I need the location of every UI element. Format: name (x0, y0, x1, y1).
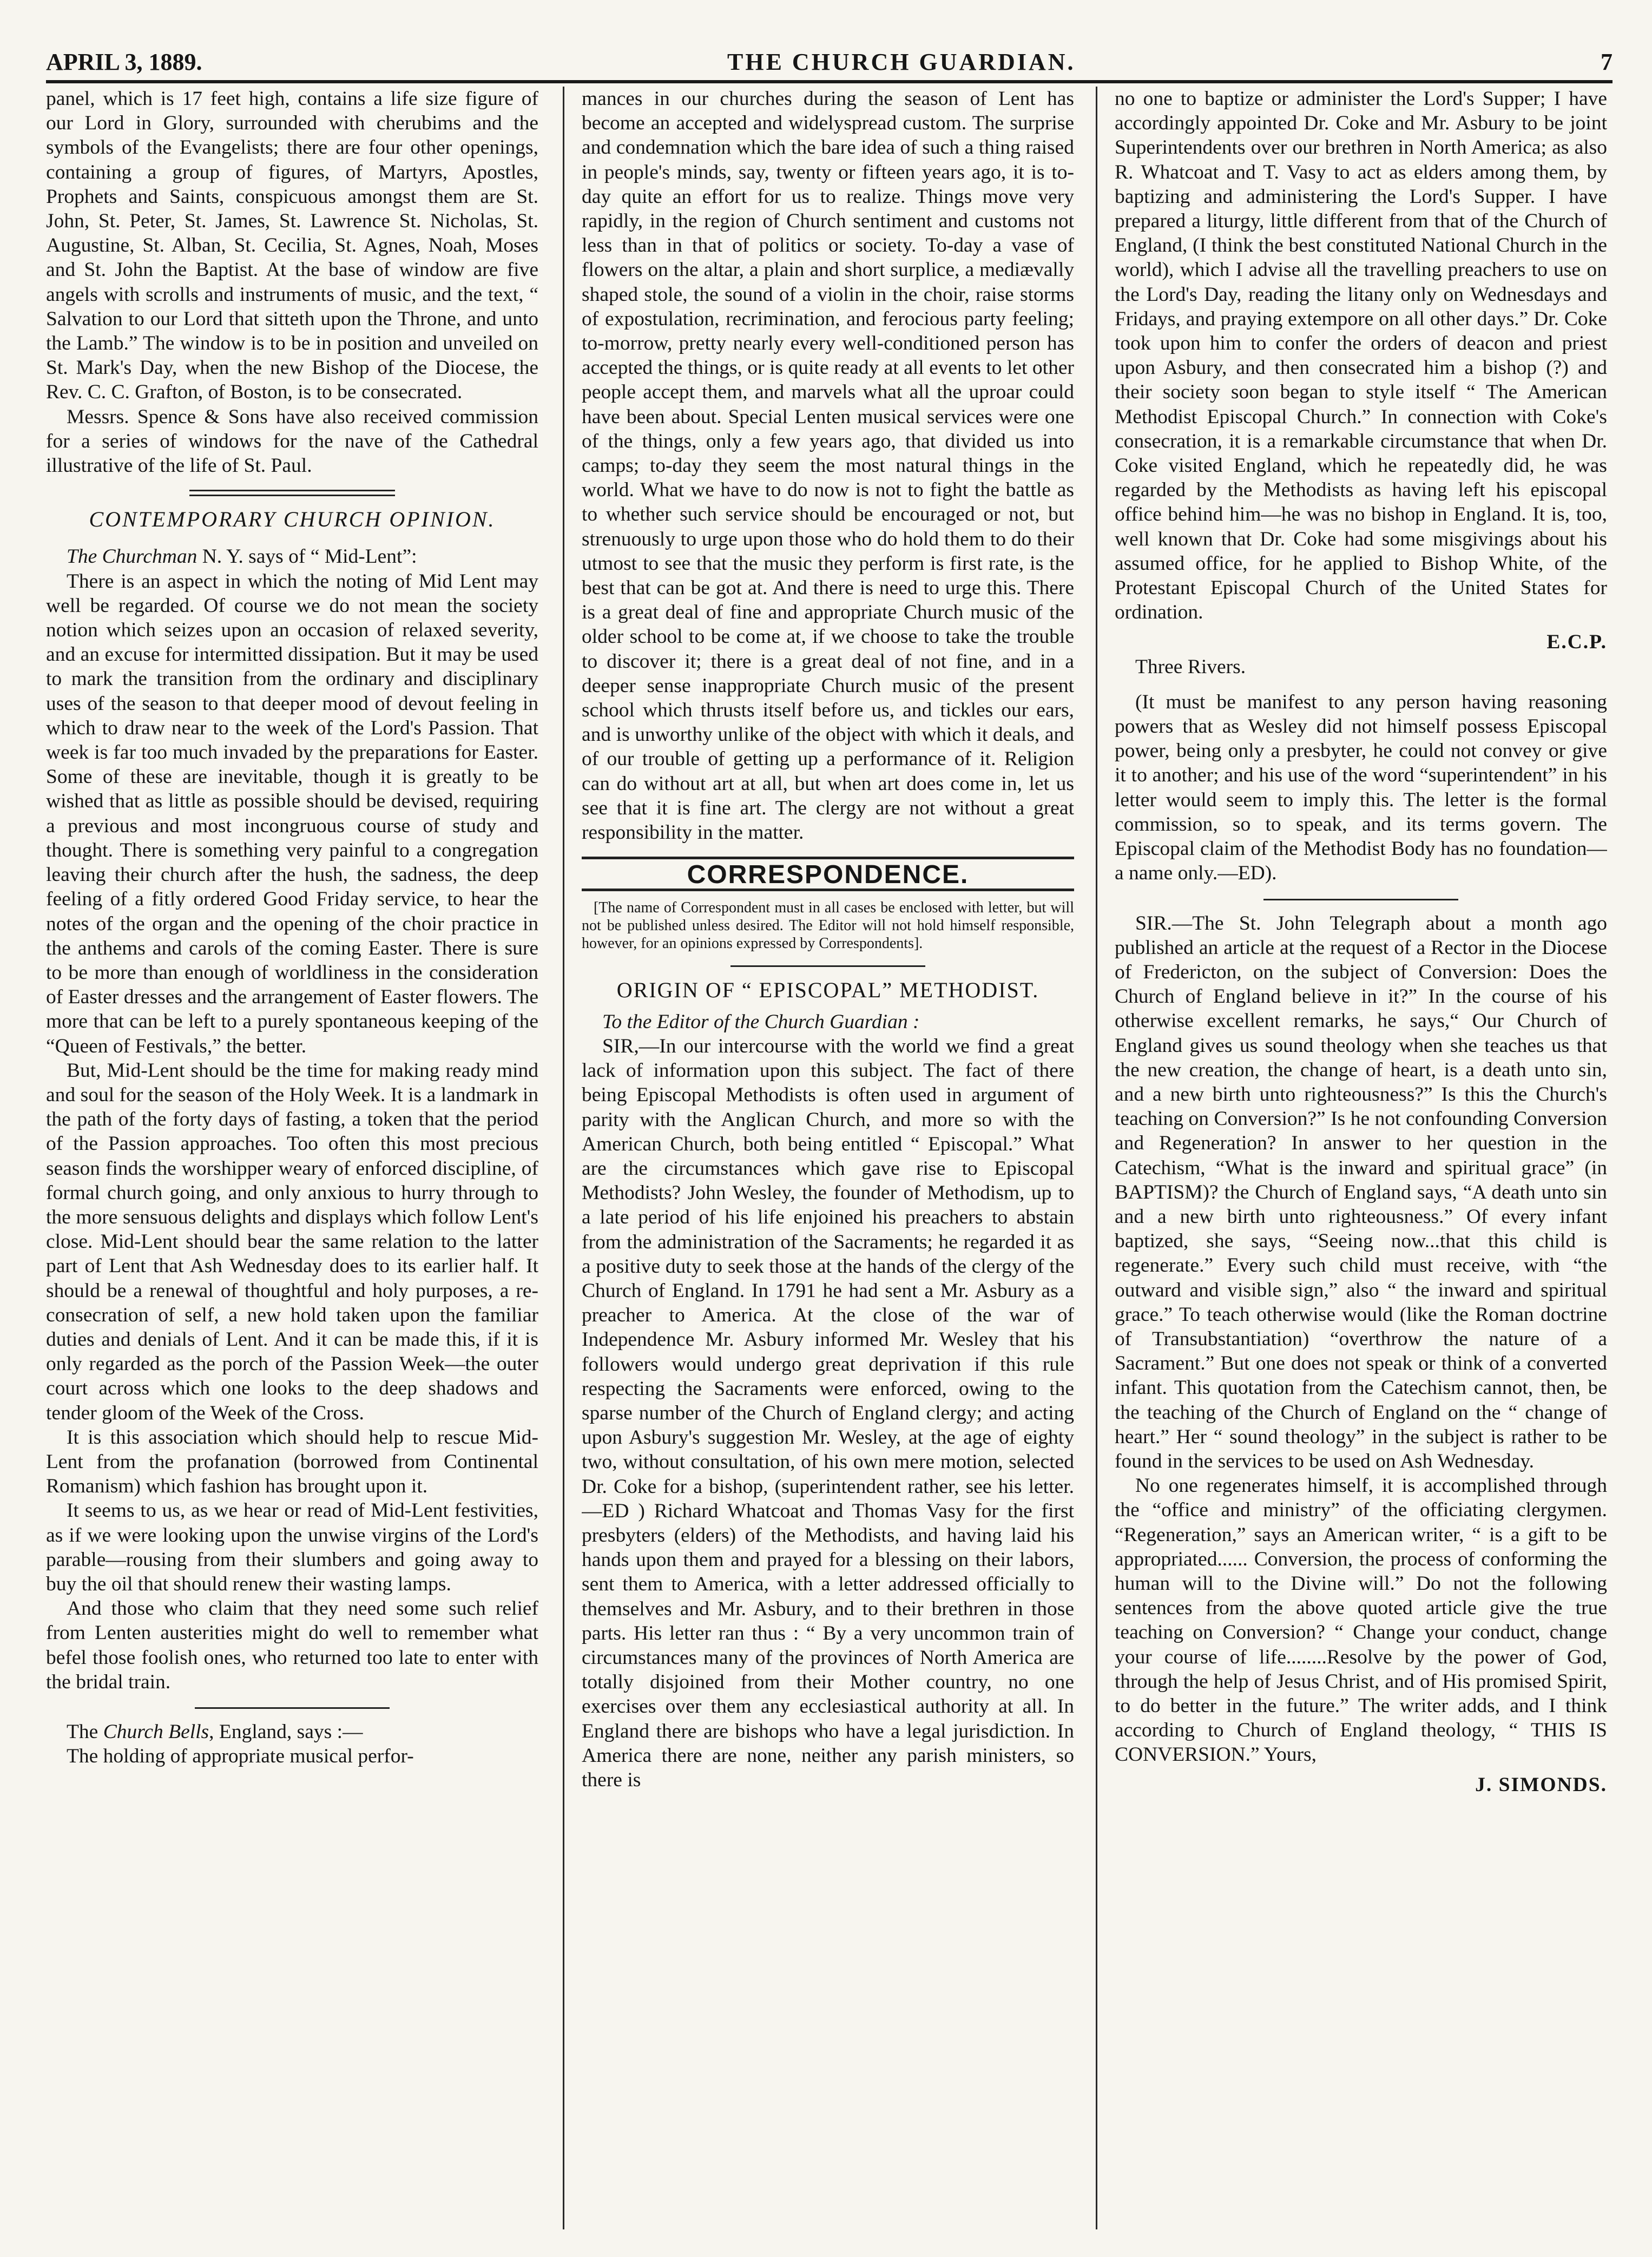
masthead (46, 38, 1612, 83)
article-paragraph: mances in our churches during the season of Lent has become an accepted and widelyspread custom. The surprise and condemnation which the bare idea of such a thing raised in people's minds, say, twenty or fifteen years ago, it is to-day quite an effort for us to realize. Things move very rapidly, in the region of Church sentiment and customs not less than in that of politics or society. To-day a vase of flowers on the altar, a plain and short surplice, a mediævally shaped stole, the sound of a violin in the choir, raise storms of expostulation, recrimination, and ferocious party feeling; to-morrow, pretty nearly every well-conditioned person has accepted the things, or is quite ready at all events to let other people accept them, and marvels what all the uproar could have been about. Special Lenten musical services were one of the things, only a few years ago, that divided us into camps; to-day they seem the most natural things in the world. What we have to do now is not to fight the battle as to whether such service should be encouraged or not, but strenuously to urge upon those who do hold them to do their utmost to see that the music they perform is first rate, is the best that can be got at. And there is need to urge this. There is a great deal of fine and appropriate Church music of the older school to be come at, if we choose to take the trouble to discover it; there is a great deal of not fine, and in a deeper sense inappropriate Church music of the present school which thrusts itself before us, and tickles our ears, and is unworthy unlike of the object with which it deals, and of our trouble of getting up a performance of it. Religion can do without art at all, but when art does come in, let us see that it is fine art. The clergy are not without a great responsibility in the matter. (582, 88, 1074, 844)
letter-signature-initials: E.C.P. (1546, 631, 1607, 654)
column-rule (563, 87, 564, 2229)
letter-paragraph: SIR.—The St. John Telegraph about a month ago published an article at the request of a Rector in the Diocese of Fredericton, on the subject of Conversion: Does the Church of England believe in it?” In the course of his otherwise excellent remarks, he says,“ Our Church of England gives us sound theology when she teaches us that the new creation, the change of heart, is a death unto sin, and a new birth unto righteousness?” Is this the Church's teaching on Conversion?” Is he not confounding Conversion and Regeneration? In answer to her question in the Catechism, “What is the inward and spiritual grace” (in BAPTISM)? the Church of England says, “A death unto sin and a new birth unto righteousness.” Of every infant baptized, she says, “Seeing now...that this child is regenerate.” Every such child must receive, with “the outward and visible sign,” also “ the inward and spiritual grace.” To teach otherwise would (like the Roman doctrine of Transubstantiation) “overthrow the nature of a Sacrament.” But one does not speak or think of a converted infant. This quotation from the Catechism cannot, then, be the teaching of the Church of England on the “ change of heart.” Her “ sound theology” in the subject is rather to be found in the services to be used on Ash Wednesday. (1115, 912, 1607, 1472)
church-bells-name: Church Bells (103, 1721, 209, 1743)
churchman-intro-text: N. Y. says of “ Mid-Lent”: (197, 545, 417, 568)
page-number: 7 (1601, 49, 1612, 75)
letter-salutation: To the Editor of the Church Guardian : (602, 1010, 920, 1033)
window-description-paragraph: panel, which is 17 feet high, contains a life size figure of our Lord in Glory, surrounded with cherubims and the symbols of the Evangelists; there are four other openings, containing a group of figures, of Martyrs, Apostles, Prophets and Saints, conspicuous amongst them are St. John, St. Peter, St. James, St. Lawrence St. Nicholas, St. Augustine, St. Alban, St. Cecilia, St. Agnes, Noah, Moses and St. John the Baptist. At the base of window are five angels with scrolls and instruments of music, and the text, “ Salvation to our Lord that sitteth upon the Throne, and unto the Lamb.” The window is to be in position and unveiled on St. Mark's Day, when the new Bishop of the Diocese, the Rev. C. C. Grafton, of Boston, is to be consecrated. (46, 88, 538, 404)
church-bells-intro (46, 1720, 538, 1744)
section-divider (730, 965, 925, 967)
section-divider (195, 1707, 390, 1709)
letter-place: Three Rivers. (1135, 655, 1246, 678)
article-paragraph: It is this association which should help to rescue Mid-Lent from the profanation (borrowed from Continental Romanism) which fashion has brought upon it. (46, 1426, 538, 1498)
section-heading: CONTEMPORARY CHURCH OPINION. (89, 507, 496, 532)
correspondence-note: [The name of Correspondent must in all cases be enclosed with letter, but will not be published unless desired. The Editor will not hold himself responsible, however, for an opinions expressed by Correspondents]. (582, 899, 1074, 952)
churchman-intro (46, 544, 538, 569)
letter-paragraph: No one regenerates himself, it is accomplished through the “office and ministry” of the officiating clergymen. “Regeneration,” says an American writer, “ is a gift to be appropriated...... Conversion, the process of conforming the human will to the Divine will.” Do not the following sentences from the above quoted article give the true teaching on Conversion? “ Change your conduct, change your course of life........Resolve by the power of God, through the help of Jesus Christ, and of His promised Spirit, to do better in the future.” The writer adds, and I think according to Church of England theology, “ THIS IS CONVERSION.” Yours, (1115, 1475, 1607, 1766)
column-3 (1115, 87, 1607, 2229)
letter-paragraph: no one to baptize or administer the Lord's Supper; I have accordingly appointed Dr. Coke and Mr. Asbury to be joint Superintendents over our brethren in North America; as also R. Whatcoat and T. Vasy to act as elders among them, by baptizing and administering the Lord's Supper. I have prepared a liturgy, little different from that of the Church of England, (I think the best constituted National Church in the world), which I advise all the travelling preachers to use on the Lord's Day, reading the litany only on Wednesdays and Fridays, and praying extempore on all other days.” Dr. Coke took upon him to confer the orders of deacon and priest upon Asbury, and then consecrated him a bishop (?) and their society soon began to style itself “ The American Methodist Episcopal Church.” In connection with Coke's consecration, it is a remarkable circumstance that when Dr. Coke visited England, which he repeatedly did, he was regarded by the Methodists as having left his episcopal office behind him—he was no bishop in England. It is, too, well known that Dr. Coke had some misgivings about his assumed office, for he applied to Bishop White, of the Protestant Episcopal Church of the United States for ordination. (1115, 88, 1607, 624)
article-paragraph: There is an aspect in which the noting of Mid Lent may well be regarded. Of course we do not mean the society notion which seizes upon an occasion of relaxed severity, and an excuse for intermitted dissipation. But it may be used to mark the transition from the ordinary and disciplinary uses of the season to that deeper mood of devout feeling in which to draw near to the week of the Lord's Passion. That week is far too much invaded by the preparations for Easter. Some of these are inevitable, though it is greatly to be wished that as little as possible should be devised, requiring a previous and most incongruous course of study and thought. There is something very painful to a congregation leaving their church after the hush, the sadness, the deep feeling of a fitly ordered Good Friday service, to hear the notes of the organ and the opening of the choir practice in the anthems and carols of the coming Easter. There is sure to be more than enough of worldliness in the consideration of Easter dresses and the arrangement of Easter flowers. The more that can be left to a purely spontaneous keeping of the “Queen of Festivals,” the better. (46, 570, 538, 1057)
issue-date: APRIL 3, 1889. (46, 49, 202, 75)
spence-sons-paragraph: Messrs. Spence & Sons have also received commission for a series of windows for the nave of the Cathedral illustrative of the life of St. Paul. (46, 405, 538, 477)
column-2 (582, 87, 1074, 2229)
letter-signature: J. SIMONDS. (1475, 1773, 1607, 1796)
church-bells-pre: The (67, 1721, 103, 1743)
letter-subheading: ORIGIN OF “ EPISCOPAL” METHODIST. (616, 977, 1039, 1002)
column-1 (46, 87, 538, 2229)
letter-paragraph: SIR,—In our intercourse with the world we find a great lack of information upon this subject. The fact of there being Episcopal Methodists is often used in argument of parity with the Anglican Church, and more so with the American Church, both being entitled “ Episcopal.” What are the circumstances which gave rise to Episcopal Methodists? John Wesley, the founder of Methodism, up to a late period of his life enjoined his preachers to abstain from the administration of the Sacraments; he regarded it as a positive duty to seek those at the hands of the clergy of the Church of England. In 1791 he had sent a Mr. Asbury as a preacher to America. At the close of the war of Independence Mr. Asbury informed Mr. Wesley that his followers would undergo great deprivation if this rule respecting the Sacraments were enforced, owing to the sparse number of the Church of England clergy; and acting upon Asbury's suggestion Mr. Wesley, at the age of eighty two, without consultation, of his own mere motion, selected Dr. Coke for a bishop, (superintendent rather, see his letter. —ED ) Richard Whatcoat and Thomas Vasy for the first presbyters (elders) of the Methodists, and having laid his hands upon them and prayed for a blessing on their labors, sent them to America, with a letter addressed officially to themselves and Mr. Asbury, and to their brethren in those parts. His letter ran thus : “ By a very uncommon train of circumstances many of the provinces of North America are totally disjoined from their Mother country, no one exercises over them any ecclesiastical authority at all. In England there are bishops who have a legal jurisdiction. In America there are none, neither any parish ministers, so there is (582, 1035, 1074, 1791)
churchman-name: The Churchman (67, 545, 198, 568)
article-paragraph: But, Mid-Lent should be the time for making ready mind and soul for the season of the Holy Week. It is a landmark in the path of the forty days of fasting, a token that the period of the Passion approaches. Too often this most precious season finds the worshipper weary of enforced discipline, of formal church going, and only anxious to hurry through to the more sensuous delights and displays which follow Lent's close. Mid-Lent should bear the same relation to the latter part of Lent that Ash Wednesday does to its earlier half. It should be a renewal of thoughtful and holy purposes, a re-consecration of self, a new hold taken upon the familiar duties and denials of Lent. And it can be made this, if it is only regarded as the porch of the Passion Week—the outer court across which one looks to the deep shadows and tender gloom of the Week of the Cross. (46, 1059, 538, 1424)
column-rule (1096, 87, 1097, 2229)
correspondence-banner (582, 857, 1074, 891)
section-divider (1263, 899, 1458, 900)
article-paragraph: It seems to us, as we hear or read of Mid-Lent festivities, as if we were looking upon the unwise virgins of the Lord's parable—rousing from their slumbers and going away to buy the oil that should renew their wasting lamps. (46, 1499, 538, 1595)
section-divider (189, 490, 395, 496)
article-paragraph: And those who claim that they need some such relief from Lenten austerities might do well to remember what befel those foolish ones, who returned too late to enter with the bridal train. (46, 1597, 538, 1693)
newspaper-title: THE CHURCH GUARDIAN. (727, 49, 1076, 75)
church-bells-post: , England, says :— (209, 1721, 363, 1743)
editor-note: (It must be manifest to any person having reasoning powers that as Wesley did not himself possess Episcopal power, being only a presbyter, he could not convey or give it to another; and his use of the word “superintendent” in his letter would seem to imply this. The letter is the formal commission, so to speak, and its terms govern. The Episcopal claim of the Methodist Body has no foundation—a name only.—ED). (1115, 690, 1607, 885)
correspondence-title: CORRESPONDENCE. (687, 860, 969, 890)
article-paragraph: The holding of appropriate musical perfor- (67, 1745, 414, 1768)
